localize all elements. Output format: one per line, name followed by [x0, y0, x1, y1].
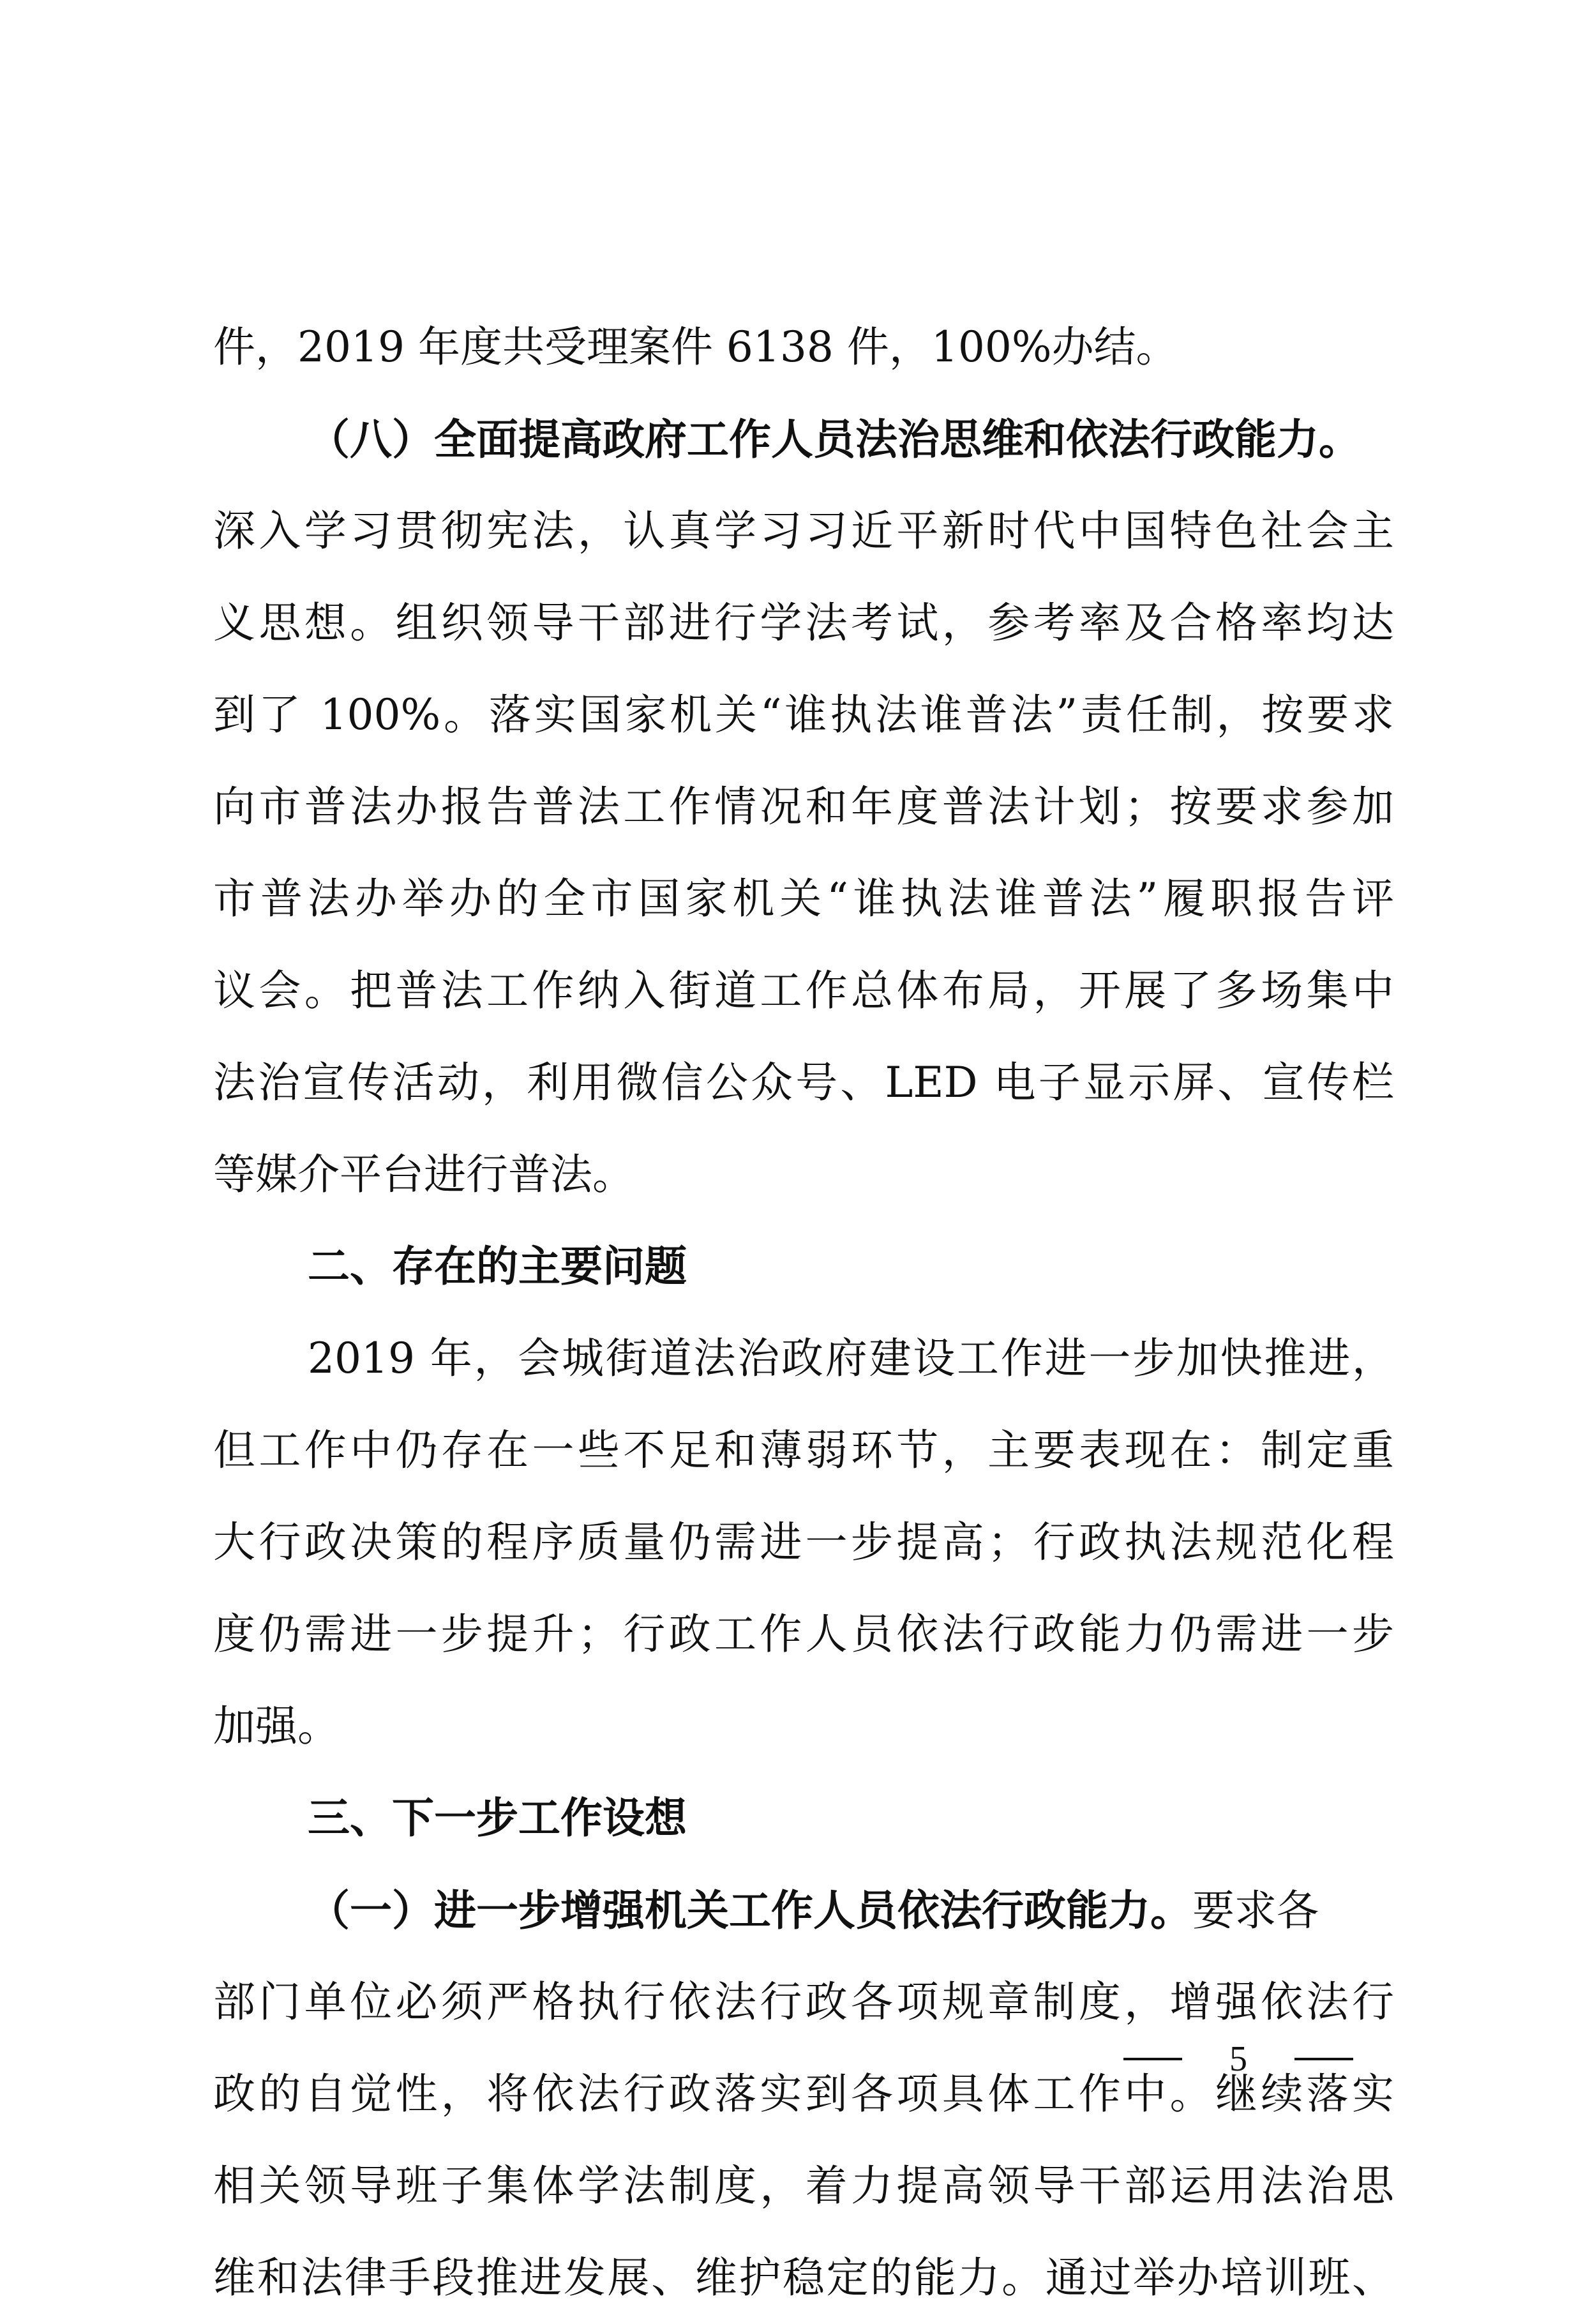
text-line: 加强。 — [213, 1701, 340, 1751]
subheading-inline: （一）进一步增强机关工作人员依法行政能力。 — [308, 1885, 1192, 1935]
section-subheading: （八）全面提高政府工作人员法治思维和依法行政能力。 — [308, 414, 1361, 464]
text-line-mixed — [213, 1864, 1394, 1956]
text-line: 大行政决策的程序质量仍需进一步提高；行政执法规范化程 — [213, 1518, 1394, 1567]
text-line: 相关领导班子集体学法制度，着力提高领导干部运用法治思 — [213, 2161, 1394, 2210]
text-line: 市普法办举办的全市国家机关“谁执法谁普法”履职报告评 — [213, 874, 1394, 923]
text-line: 议会。把普法工作纳入街道工作总体布局，开展了多场集中 — [213, 966, 1394, 1015]
text-line: 部门单位必须严格执行依法行政各项规章制度，增强依法行 — [213, 1977, 1394, 2026]
text-line: 深入学习贯彻宪法，认真学习习近平新时代中国特色社会主 — [213, 506, 1394, 555]
footer-dash-right — [1294, 2058, 1353, 2060]
text-line: 2019 年，会城街道法治政府建设工作进一步加快推进， — [308, 1334, 1394, 1383]
text-line: 度仍需进一步提升；行政工作人员依法行政能力仍需进一步 — [213, 1610, 1394, 1659]
page-footer — [1123, 2033, 1353, 2085]
text-line: 义思想。组织领导干部进行学法考试，参考率及合格率均达 — [213, 598, 1394, 647]
inline-text: 要求各 — [1192, 1886, 1319, 1935]
text-line: 维和法律手段推进发展、维护稳定的能力。通过举办培训班、 — [213, 2253, 1394, 2302]
text-line: 件，2019 年度共受理案件 6138 件，100%办结。 — [213, 322, 1178, 372]
text-line: 政的自觉性，将依法行政落实到各项具体工作中。继续落实 — [213, 2069, 1394, 2118]
body-text — [213, 301, 1394, 2324]
text-line: 到了 100%。落实国家机关“谁执法谁普法”责任制，按要求 — [213, 690, 1394, 739]
text-line: 向市普法办报告普法工作情况和年度普法计划；按要求参加 — [213, 782, 1394, 831]
section-heading: 三、下一步工作设想 — [308, 1793, 687, 1843]
page-number: 5 — [1229, 2039, 1247, 2079]
footer-dash-left — [1123, 2058, 1182, 2060]
text-line: 但工作中仍存在一些不足和薄弱环节，主要表现在：制定重 — [213, 1426, 1394, 1475]
text-line: 等媒介平台进行普法。 — [213, 1150, 634, 1199]
text-line: 法治宣传活动，利用微信公众号、LED 电子显示屏、宣传栏 — [213, 1058, 1394, 1107]
section-heading: 二、存在的主要问题 — [308, 1242, 687, 1291]
